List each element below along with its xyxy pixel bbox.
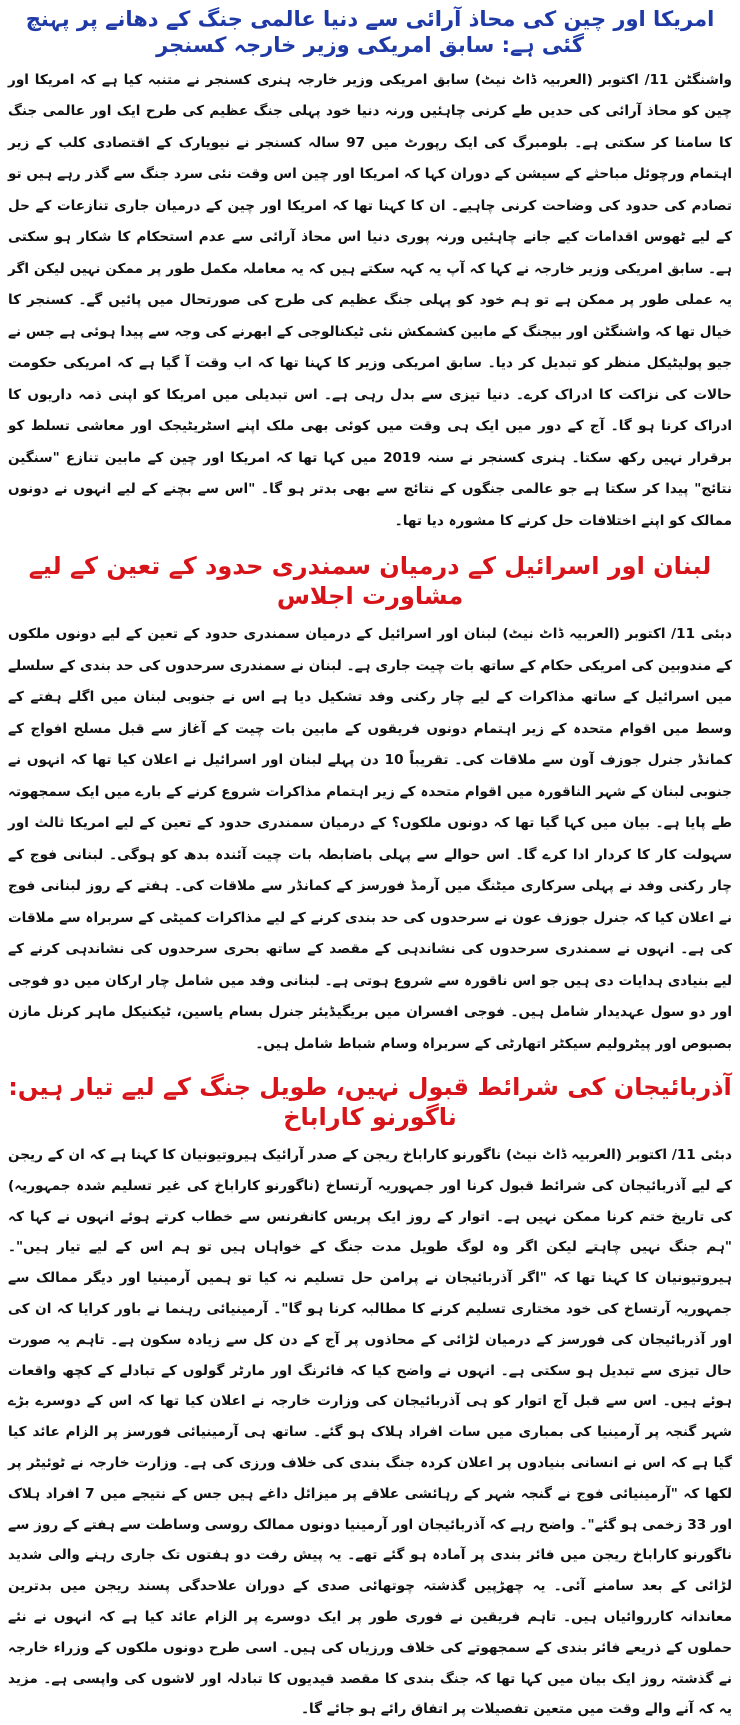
- headline-lebanon-israel: لبنان اور اسرائیل کے درمیان سمندری حدود کے تعین کے لیے مشاورت اجلاس: [28, 552, 712, 610]
- article-body-lebanon-israel: دبئی 11/ اکتوبر (العربیہ ڈاٹ نیٹ) لبنان اور اسرائیل کے درمیان سمندری حدود کے تعین کے لیے دونوں ملکوں کے مندوبین کی امریکی حکام کے ساتھ بات چیت جاری ہے۔ لبنان نے سمندری سرحدوں کی حد بندی کے سلسلے میں اسرائیل کے ساتھ مذاکرات کے لیے چار رکنی وفد تشکیل دیا ہے اس نے جنوبی لبنان میں اگلے ہفتے کے وسط میں اقوام متحدہ کے زیر اہتمام دونوں فریقوں کے مابین بات چیت کے آغاز سے قبل مسلح افواج کے کمانڈر جنرل جوزف آون سے ملاقات کی۔ تقریباً 10 دن پہلے لبنان اور اسرائیل نے اعلان کیا تھا کہ انہوں نے جنوبی لبنان کے شہر الناقورہ میں اقوام متحدہ کے زیر اہتمام مذاکرات شروع کرنے کے بارے میں ایک سمجھوتہ طے پایا ہے۔ بیان میں کہا گیا تھا کہ دونوں ملکوں؟ کے درمیان سمندری حدود کے تعین کے لیے امریکا ثالث اور سہولت کار کا کردار ادا کرے گا۔ اس حوالے سے پہلی باضابطہ بات چیت آئندہ بدھ کو ہوگی۔ لبنانی فوج کے چار رکنی وفد نے پہلی سرکاری میٹنگ میں آرمڈ فورسز کے کمانڈر سے ملاقات کی۔ ہفتے کے روز لبنانی فوج نے اعلان کیا کہ جنرل جوزف عون نے سرحدوں کی حد بندی کرنے کے لیے مذاکرات کمیٹی کے سربراہ سے ملاقات کی ہے۔ انہوں نے سمندری سرحدوں کی نشاندہی کے مقصد کے ساتھ بحری سرحدوں کی نشاندہی کرنے کے لیے بنیادی ہدایات دی ہیں جو اس ناقورہ سے شروع ہوتی ہے۔ لبنانی وفد میں شامل چار ارکان میں دو فوجی اور دو سول عہدیدار شامل ہیں۔ فوجی افسران میں بریگیڈیئر جنرل بسام یاسین، ٹیکنیکل ماہر کرنل مازن بصبوص اور پیٹرولیم سیکٹر اتھارٹی کے سربراہ وسام شباط شامل ہیں۔: [8, 626, 732, 1052]
- article-karabakh: [8, 1060, 732, 1725]
- article-lebanon-israel: [8, 537, 732, 1060]
- headline-karabakh: آذربائیجان کی شرائط قبول نہیں، طویل جنگ کے لیے تیار ہیں: ناگورنو کاراباخ: [8, 1073, 732, 1131]
- headline-kissinger: امریکا اور چین کی محاذ آرائی سے دنیا عالمی جنگ کے دھانے پر پہنچ گئی ہے: سابق امریکی وزیر خارجہ کسنجر: [25, 7, 715, 58]
- article-body-kissinger: واشنگٹن 11/ اکتوبر (العربیہ ڈاٹ نیٹ) سابق امریکی وزیر خارجہ ہنری کسنجر نے متنبہ کیا ہے کہ امریکا اور چین کو محاذ آرائی کی حدیں طے کرنی چاہئیں ورنہ دنیا خود پہلی جنگ عظیم کی طرح ایک اور عالمی جنگ کا سامنا کر سکتی ہے۔ بلومبرگ کی ایک رپورٹ میں 97 سالہ کسنجر نے نیویارک کے اقتصادی کلب کے زیر اہتمام ورچوئل مباحثے کے سیشن کے دوران کہا کہ امریکا اور چین اس وقت نئی سرد جنگ سے گذر رہے ہیں تو تصادم کی حدود کی وضاحت کرنی چاہیے۔ ان کا کہنا تھا کہ امریکا اور چین کے درمیان جاری تنازعات کے حل کے لیے ٹھوس اقدامات کیے جانے چاہئیں ورنہ پوری دنیا اس محاذ آرائی سے عدم استحکام کا شکار ہو سکتی ہے۔ سابق امریکی وزیر خارجہ نے کہا کہ آپ یہ کہہ سکتے ہیں کہ یہ معاملہ مکمل طور پر ممکن نہیں لیکن اگر یہ عملی طور پر ممکن ہے تو ہم خود کو پہلی جنگ عظیم کی طرح کی صورتحال میں پائیں گے۔ کسنجر کا خیال تھا کہ واشنگٹن اور بیجنگ کے مابین کشمکش نئی ٹیکنالوجی کے ابھرنے کی وجہ سے پیدا ہوئی ہے جس نے جیو پولیٹیکل منظر کو تبدیل کر دیا۔ سابق امریکی وزیر کا کہنا تھا کہ اب وقت آ گیا ہے کہ امریکی حکومت حالات کی نزاکت کا ادراک کرے۔ دنیا تیزی سے بدل رہی ہے۔ اس تبدیلی میں امریکا کو اپنی ذمہ داریوں کا ادراک کرنا ہو گا۔ آج کے دور میں ایک ہی وقت میں کوئی بھی ملک اپنے اسٹریٹیجک اور معاشی تسلط کو برقرار نہیں رکھ سکتا۔ ہنری کسنجر نے سنہ 2019 میں کہا تھا کہ امریکا اور چین کے مابین تنازع "سنگین نتائج" پیدا کر سکتا ہے جو عالمی جنگوں کے نتائج سے بھی بدتر ہو گا۔ "اس سے بچنے کے لیے انہوں نے دونوں ممالک کو اپنے اختلافات حل کرنے کا مشورہ دیا تھا۔: [8, 71, 732, 529]
- article-kissinger: [8, 2, 732, 537]
- article-body-karabakh: دبئی 11/ اکتوبر (العربیہ ڈاٹ نیٹ) ناگورنو کاراباخ ریجن کے صدر آرائیک ہیروتیونیان کا کہنا ہے کہ ان کے ریجن کے لیے آذربائیجان کی شرائط قبول کرنا اور جمہوریہ آرتساخ (ناگورنو کاراباخ کی غیر تسلیم شدہ جمہوریہ) کی تاریخ ختم کرنا ممکن نہیں ہے۔ اتوار کے روز ایک پریس کانفرنس سے خطاب کرتے ہوئے انہوں نے کہا کہ "ہم جنگ نہیں چاہتے لیکن اگر وہ لوگ طویل مدت جنگ کے خواہاں ہیں تو ہم اس کے لیے تیار ہیں"۔ ہیروتیونیان کا کہنا تھا کہ "اگر آذربائیجان نے پرامن حل تسلیم نہ کیا تو ہمیں آرمینیا اور دیگر ممالک سے جمہوریہ آرتساخ کی خود مختاری تسلیم کرنے کا مطالبہ کرنا ہو گا"۔ آرمینیائی رہنما نے باور کرایا کہ ان کی اور آذربائیجان کی فورسز کے درمیان لڑائی کے محاذوں پر آج کے دن کل سے زیادہ سکون ہے۔ تاہم یہ صورت حال تیزی سے تبدیل ہو سکتی ہے۔ انہوں نے واضح کیا کہ فائرنگ اور مارٹر گولوں کے تبادلے کے کچھ واقعات ہوئے ہیں۔ اس سے قبل آج اتوار کو ہی آذربائیجان کی وزارت خارجہ نے اعلان کیا تھا کہ اس کے دوسرے بڑے شہر گنجہ پر آرمینیا کی بمباری میں سات افراد ہلاک ہو گئے۔ ساتھ ہی آرمینیائی فورسز پر الزام عائد کیا گیا ہے کہ اس نے انسانی بنیادوں پر اعلان کردہ جنگ بندی کی خلاف ورزی کی ہے۔ وزارت خارجہ نے ٹوئیٹر پر لکھا کہ "آرمینیائی فوج نے گنجہ شہر کے رہائشی علاقے پر میزائل داغے ہیں جس کے نتیجے میں 7 افراد ہلاک اور 33 زخمی ہو گئے"۔ واضح رہے کہ آذربائیجان اور آرمینیا دونوں ممالک روسی وساطت سے ہفتے کے روز سے ناگورنو کاراباخ ریجن میں فائر بندی پر آمادہ ہو گئے تھے۔ یہ پیش رفت دو ہفتوں تک جاری رہنے والی شدید لڑائی کے بعد سامنے آئی۔ یہ چھڑپیں گذشتہ چوتھائی صدی کے دوران علاحدگی پسند ریجن میں بدترین معاندانہ کارروائیاں ہیں۔ تاہم فریقین نے فوری طور پر ایک دوسرے پر الزام عائد کیا ہے کہ انہوں نے نئے حملوں کے ذریعے فائر بندی کے سمجھوتے کی خلاف ورزیاں کی ہیں۔ اسی طرح دونوں ملکوں کے وزراء خارجہ نے گذشتہ روز ایک بیان میں کہا تھا کہ جنگ بندی کا مقصد قیدیوں کا تبادلہ اور لاشوں کی واپسی ہے۔ مزید یہ کہ آنے والے وقت میں متعین تفصیلات پر اتفاق رائے ہو جائے گا۔: [8, 1147, 732, 1718]
